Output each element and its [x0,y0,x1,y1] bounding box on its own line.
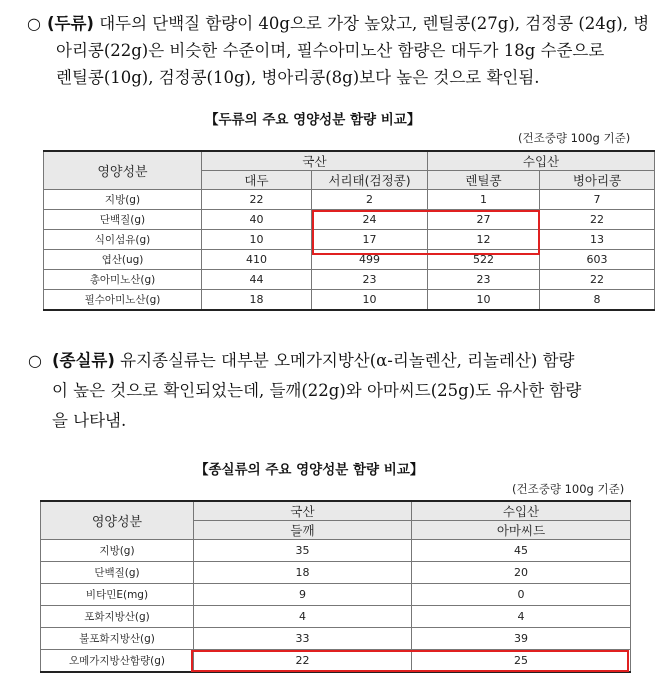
table-cell: 7 [540,190,655,210]
table-row [41,606,631,628]
table-cell: 18 [202,290,312,310]
table-row [44,190,655,210]
row-label: 지방(g) [44,190,202,210]
table-row [44,270,655,290]
paragraph-text: 대두의 단백질 함량이 40g으로 가장 높았고, 렌틸콩(27g), 검정콩 (24g), 병 [99,14,650,33]
table-cell: 18 [194,562,412,584]
table-cell: 22 [540,210,655,230]
paragraph-line: 이 높은 것으로 확인되었는데, 들깨(22g)와 아마씨드(25g)도 유사한 함량 [52,381,582,400]
table-title: 【종실류의 주요 영양성분 함량 비교】 [195,462,424,478]
row-label: 필수아미노산(g) [44,290,202,310]
table-cell: 4 [194,606,412,628]
paragraph-legumes [0,13,667,93]
table-cell: 1 [428,190,540,210]
table-cell: 10 [312,290,428,310]
table-cell: 10 [202,230,312,250]
table-cell: 39 [412,628,631,650]
header-import: 수입산 [428,151,655,171]
table-row [41,628,631,650]
table-row [44,290,655,310]
table-cell: 9 [194,584,412,606]
table-row [41,650,631,672]
table-row [41,584,631,606]
table-unit-note: (건조중량 100g 기준) [512,482,625,496]
table-cell: 410 [202,250,312,270]
table-cell: 27 [428,210,540,230]
table-cell: 23 [312,270,428,290]
section-tag: (두류) [47,14,94,33]
table-cell: 33 [194,628,412,650]
table-cell: 499 [312,250,428,270]
table-cell: 20 [412,562,631,584]
header-column: 아마씨드 [412,521,631,540]
legumes-table [43,150,655,311]
table-row [41,562,631,584]
table-unit-note: (건조중량 100g 기준) [518,131,631,145]
table-cell: 603 [540,250,655,270]
table-cell: 0 [412,584,631,606]
header-domestic: 국산 [202,151,428,171]
row-label: 총아미노산(g) [44,270,202,290]
table-row [44,230,655,250]
row-label: 불포화지방산(g) [41,628,194,650]
header-nutrient: 영양성분 [44,151,202,190]
header-domestic: 국산 [194,501,412,521]
table-cell: 35 [194,540,412,562]
row-label: 단백질(g) [41,562,194,584]
row-label: 단백질(g) [44,210,202,230]
paragraph-line: 아리콩(22g)은 비슷한 수준이며, 필수아미노산 함량은 대두가 18g 수준으로 [56,41,605,60]
header-column: 병아리콩 [540,171,655,190]
paragraph-line [52,350,574,372]
table-cell: 24 [312,210,428,230]
table-title: 【두류의 주요 영양성분 함량 비교】 [205,112,421,128]
table-cell: 13 [540,230,655,250]
paragraph-line: 을 나타냄. [52,411,127,430]
table-cell: 25 [412,650,631,672]
table-cell: 8 [540,290,655,310]
table-cell: 45 [412,540,631,562]
table-cell: 10 [428,290,540,310]
section-tag: (종실류) [52,351,115,370]
table-row [44,250,655,270]
table-cell: 44 [202,270,312,290]
header-nutrient: 영양성분 [41,501,194,540]
paragraph-line: 렌틸콩(10g), 검정콩(10g), 병아리콩(8g)보다 높은 것으로 확인됨. [56,68,540,87]
table-cell: 17 [312,230,428,250]
row-label: 오메가지방산함량(g) [41,650,194,672]
paragraph-seeds [0,350,667,430]
bullet-icon: ○ [27,14,41,33]
bullet-icon: ○ [28,351,42,370]
row-label: 포화지방산(g) [41,606,194,628]
table-cell: 2 [312,190,428,210]
header-column: 서리태(검정콩) [312,171,428,190]
paragraph-text: 유지종실류는 대부분 오메가지방산(α-리놀렌산, 리놀레산) 함량 [120,351,575,370]
table-cell: 23 [428,270,540,290]
table-cell: 22 [194,650,412,672]
row-label: 지방(g) [41,540,194,562]
table-cell: 522 [428,250,540,270]
header-import: 수입산 [412,501,631,521]
paragraph-line [47,13,649,35]
table-cell: 22 [540,270,655,290]
table-cell: 22 [202,190,312,210]
table-row [41,540,631,562]
table-cell: 4 [412,606,631,628]
row-label: 비타민E(mg) [41,584,194,606]
header-column: 들깨 [194,521,412,540]
header-column: 렌틸콩 [428,171,540,190]
table-cell: 12 [428,230,540,250]
row-label: 엽산(ug) [44,250,202,270]
header-column: 대두 [202,171,312,190]
table-cell: 40 [202,210,312,230]
row-label: 식이섬유(g) [44,230,202,250]
table-row [44,210,655,230]
seeds-table [40,500,631,673]
